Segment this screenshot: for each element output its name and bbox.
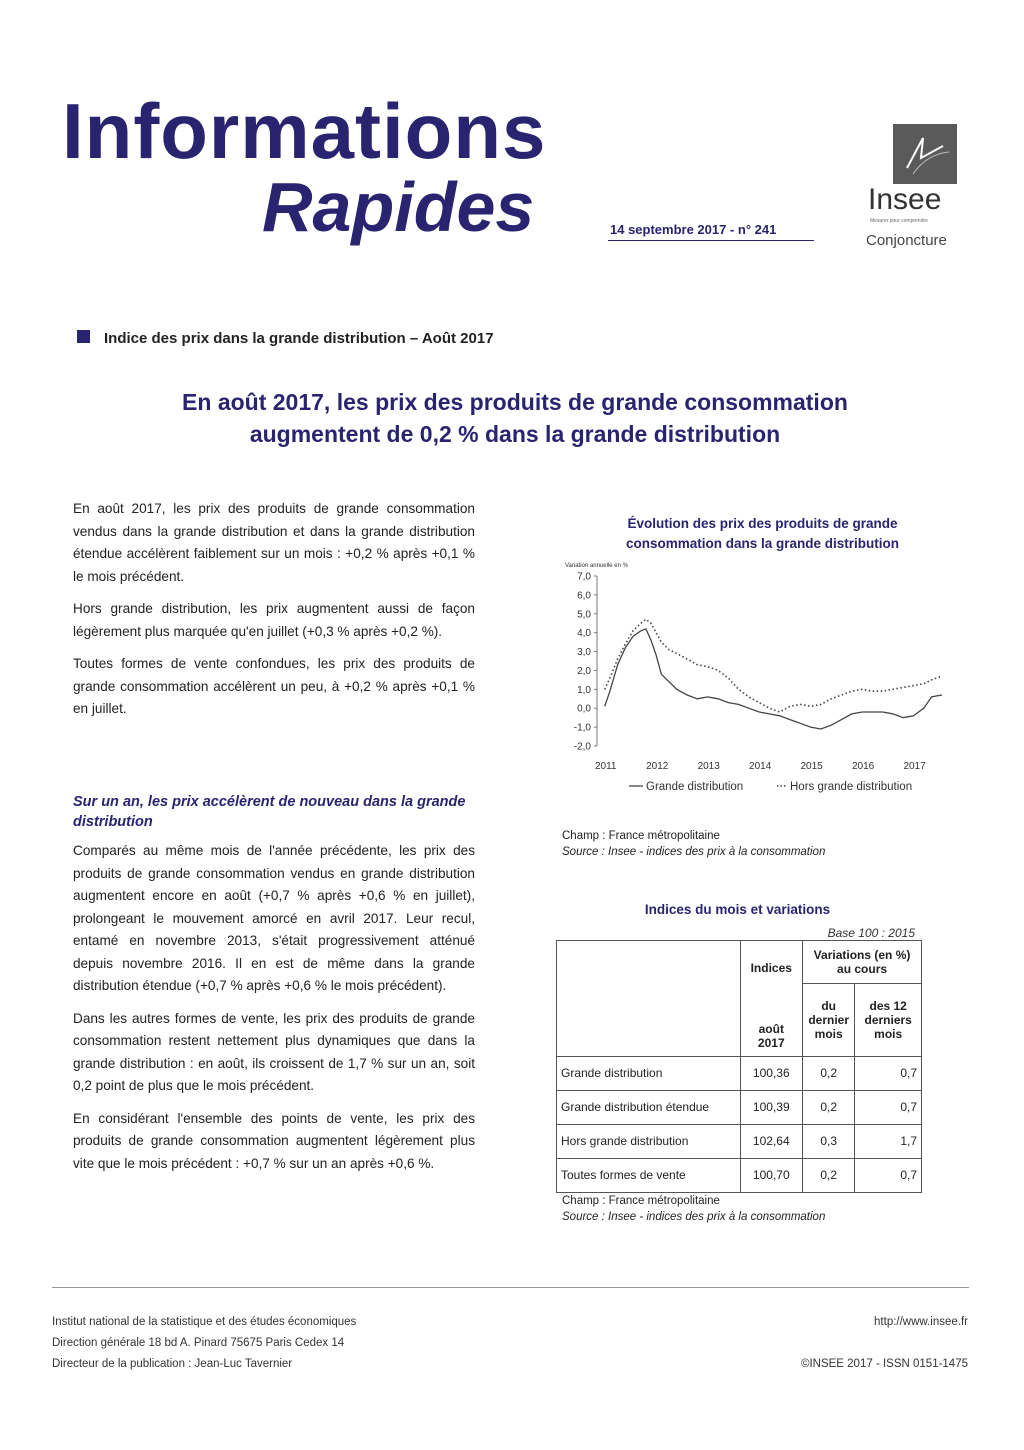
y-tick-label: -2,0: [573, 741, 591, 753]
table-source-note: Source : Insee - indices des prix à la consommation: [562, 1211, 826, 1223]
row-index: 100,39: [740, 1090, 803, 1124]
x-tick-label: 2014: [749, 761, 772, 772]
row-index: 100,70: [740, 1158, 803, 1192]
paragraph: Hors grande distribution, les prix augmentent aussi de façon légèrement plus marquée qu'en juillet (+0,3 % après +0,2 %).: [73, 601, 475, 639]
paragraph: En août 2017, les prix des produits de grande consommation vendus dans la grande distribution et dans la grande distribution étendue accélèrent faiblement sur un mois : +0,2 % après +0,1 % le mois précédent.: [73, 501, 475, 584]
masthead-rule: [608, 240, 814, 241]
x-tick-label: 2017: [903, 761, 926, 772]
paragraph: Toutes formes de vente confondues, les prix des produits de grande consommation accélèrent un peu, à +0,2 % après +0,1 % en juillet.: [73, 656, 475, 716]
table-champ-note: Champ : France métropolitaine: [562, 1195, 720, 1207]
table-row: [557, 1056, 922, 1090]
row-yearly: 0,7: [855, 1090, 922, 1124]
paragraph: En considérant l'ensemble des points de vente, les prix des produits de grande consommation augmentent légèrement plus vite que le mois précédent : +0,7 % sur un an après +0,6 %.: [73, 1110, 475, 1171]
table-row: [557, 1090, 922, 1124]
footer-url-link[interactable]: http://www.insee.fr: [874, 1316, 968, 1328]
insee-logo-icon: [893, 124, 957, 184]
section-label: Indice des prix dans la grande distribution – Août 2017: [104, 330, 494, 347]
x-tick-label: 2011: [594, 761, 617, 772]
row-label: Toutes formes de vente: [557, 1158, 741, 1192]
x-tick-label: 2016: [851, 761, 875, 772]
intro-text: [73, 498, 475, 731]
header-variations: Variations (en %) au cours: [803, 941, 922, 984]
row-index: 100,36: [740, 1056, 803, 1090]
legend-entry: Grande distribution: [646, 781, 744, 793]
y-tick-label: -1,0: [573, 722, 591, 734]
y-axis-label: Variation annuelle en %: [565, 563, 628, 569]
series-line-hors-grande-distribution: [605, 619, 942, 712]
row-yearly: 1,7: [855, 1124, 922, 1158]
table-corner-cell: [557, 941, 741, 1057]
y-tick-label: 7,0: [577, 571, 591, 583]
section-marker-icon: [77, 330, 90, 343]
chart-source-note: Source : Insee - indices des prix à la consommation: [562, 846, 826, 858]
paragraph: Comparés au même mois de l'année précédente, les prix des produits de grande consommation vendus en grande distribution augmentent encore en août (+0,7 % après +0,6 % en juillet), prolongeant le mouvement amorcé en avril 2017. Leur recul, entamé en novembre 2013, s'était progressivement atténué depuis novembre 2016. Il en est de même dans la grande distribution étendue (+0,7 % après +0,6 % le mois précédent).: [73, 843, 475, 993]
row-monthly: 0,2: [803, 1158, 855, 1192]
y-tick-label: 3,0: [577, 647, 591, 659]
x-tick-label: 2015: [800, 761, 823, 772]
table-base-note: Base 100 : 2015: [827, 926, 915, 940]
footer-institute: Institut national de la statistique et des études économiques: [52, 1316, 357, 1328]
row-label: Grande distribution étendue: [557, 1090, 741, 1124]
table-title: Indices du mois et variations: [644, 902, 831, 917]
x-tick-label: 2012: [646, 761, 669, 772]
line-chart: [555, 556, 955, 801]
subheading: Sur un an, les prix accélèrent de nouveau dans la grande distribution: [73, 794, 466, 830]
series-line-grande-distribution: [605, 629, 942, 729]
headline: En août 2017, les prix des produits de grande consommation augmentent de 0,2 % dans la grande distribution: [182, 389, 848, 447]
y-tick-label: 0,0: [577, 703, 591, 715]
header-month: août 2017: [740, 984, 803, 1057]
masthead-title-informations: Informations: [62, 87, 547, 175]
row-monthly: 0,2: [803, 1056, 855, 1090]
body-text: [73, 840, 475, 1185]
table-header-row: [557, 941, 922, 984]
logo-name: Insee: [868, 183, 942, 216]
footer-address: Direction générale 18 bd A. Pinard 75675 Paris Cedex 14: [52, 1337, 345, 1349]
footer-copyright: ©INSEE 2017 - ISSN 0151-1475: [800, 1358, 968, 1370]
y-tick-label: 4,0: [577, 628, 591, 640]
logo-subtitle: Conjoncture: [866, 232, 947, 249]
row-monthly: 0,2: [803, 1090, 855, 1124]
table-row: [557, 1158, 922, 1192]
y-tick-label: 1,0: [577, 684, 591, 696]
header-12-months: des 12 derniers mois: [855, 984, 922, 1057]
chart-title: Évolution des prix des produits de grande consommation dans la grande distribution: [625, 516, 900, 551]
indices-table: [556, 940, 922, 1193]
header-last-month: du dernier mois: [803, 984, 855, 1057]
chart-champ-note: Champ : France métropolitaine: [562, 830, 720, 842]
row-label: Grande distribution: [557, 1056, 741, 1090]
y-tick-label: 2,0: [577, 665, 591, 677]
masthead-title-rapides: Rapides: [262, 168, 535, 246]
legend-entry: Hors grande distribution: [790, 781, 913, 793]
header-indices: Indices: [740, 941, 803, 984]
row-label: Hors grande distribution: [557, 1124, 741, 1158]
row-monthly: 0,3: [803, 1124, 855, 1158]
y-tick-label: 6,0: [577, 590, 591, 602]
table-row: [557, 1124, 922, 1158]
paragraph: Dans les autres formes de vente, les prix des produits de grande consommation restent nettement plus dynamiques que dans la grande distribution : en août, ils croissent de 1,7 % sur un an, soit 0,2 point de plus que le mois précédent.: [73, 1010, 475, 1093]
y-tick-label: 5,0: [577, 609, 591, 621]
x-tick-label: 2013: [697, 761, 720, 772]
row-yearly: 0,7: [855, 1158, 922, 1192]
logo-tagline: Mesurer pour comprendre: [870, 218, 928, 224]
row-index: 102,64: [740, 1124, 803, 1158]
row-yearly: 0,7: [855, 1056, 922, 1090]
footer-rule: [52, 1287, 969, 1288]
issue-date: 14 septembre 2017 - n° 241: [610, 222, 777, 237]
footer-director: Directeur de la publication : Jean-Luc Tavernier: [52, 1358, 293, 1370]
